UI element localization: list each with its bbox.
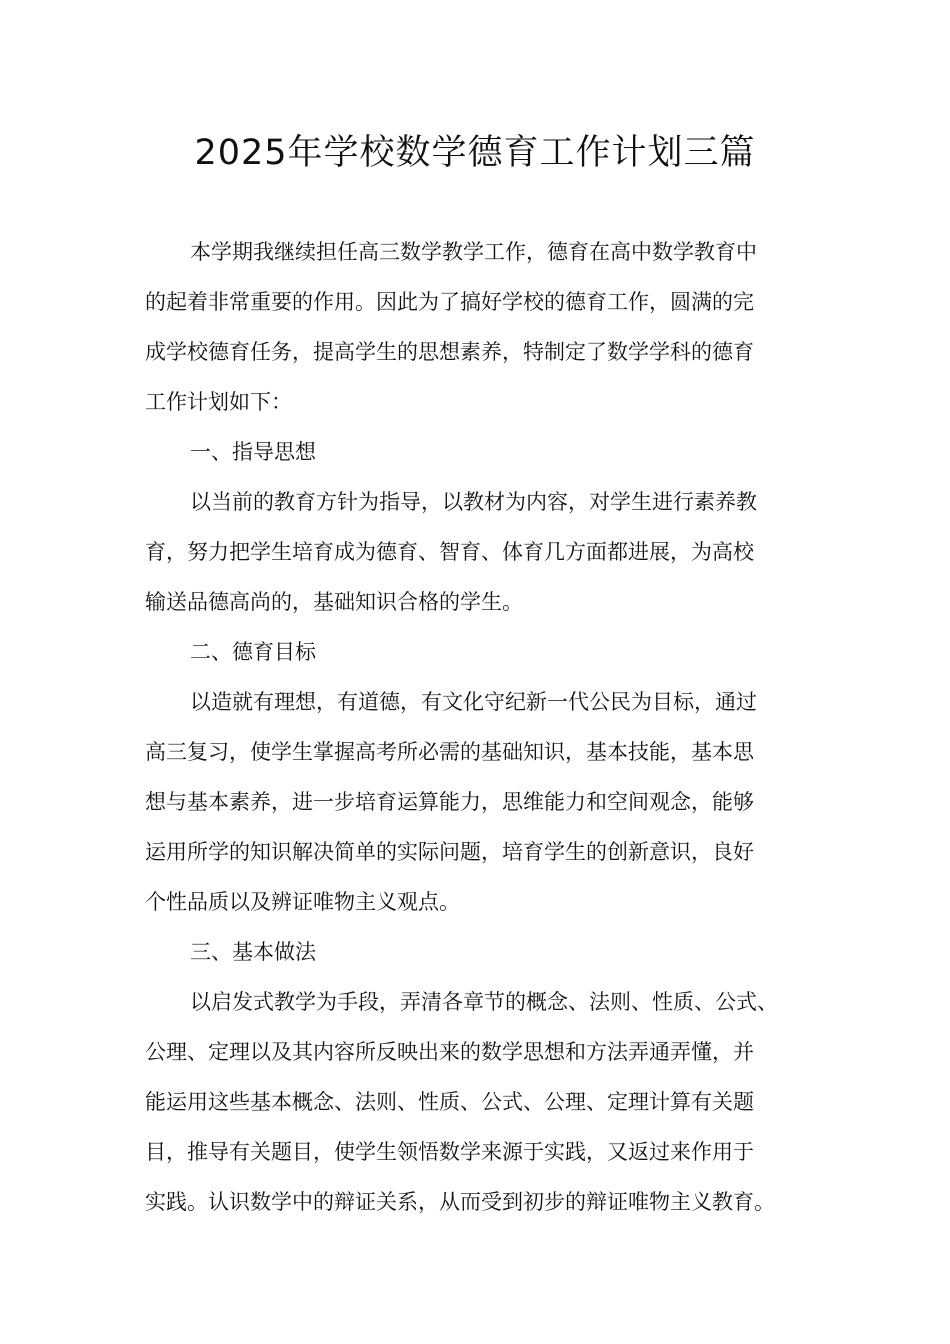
paragraph-line: 输送品德高尚的，基础知识合格的学生。 <box>145 590 523 614</box>
paragraph-line: 目，推导有关题目，使学生领悟数学来源于实践，又返过来作用于 <box>145 1140 754 1164</box>
paragraph-line: 想与基本素养，进一步培育运算能力，思维能力和空间观念，能够 <box>145 790 754 814</box>
paragraph-line: 育，努力把学生培育成为德育、智育、体育几方面都进展，为高校 <box>145 540 754 564</box>
section-heading: 三、基本做法 <box>190 940 316 964</box>
paragraph-line: 成学校德育任务，提高学生的思想素养，特制定了数学学科的德育 <box>145 340 754 364</box>
section-heading: 二、德育目标 <box>190 640 316 664</box>
paragraph-line: 个性品质以及辨证唯物主义观点。 <box>145 890 460 914</box>
paragraph-line: 运用所学的知识解决简单的实际问题，培育学生的创新意识，良好 <box>145 840 754 864</box>
paragraph-line: 以当前的教育方针为指导，以教材为内容，对学生进行素养教 <box>190 490 757 514</box>
paragraph-line: 的起着非常重要的作用。因此为了搞好学校的德育工作，圆满的完 <box>145 290 754 314</box>
paragraph-line: 以造就有理想，有道德，有文化守纪新一代公民为目标，通过 <box>190 690 757 714</box>
paragraph-line: 本学期我继续担任高三数学教学工作，德育在高中数学教育中 <box>190 240 757 264</box>
paragraph-line: 高三复习，使学生掌握高考所必需的基础知识，基本技能，基本思 <box>145 740 754 764</box>
paragraph-line: 公理、定理以及其内容所反映出来的数学思想和方法弄通弄懂，并 <box>145 1040 754 1064</box>
document-body <box>145 227 805 1227</box>
paragraph-line: 实践。认识数学中的辩证关系，从而受到初步的辩证唯物主义教育。 <box>145 1190 775 1214</box>
paragraph-line: 工作计划如下： <box>145 390 292 414</box>
document-title: 2025年学校数学德育工作计划三篇 <box>194 133 756 173</box>
section-heading: 一、指导思想 <box>190 440 316 464</box>
paragraph-line: 以启发式教学为手段，弄清各章节的概念、法则、性质、公式、 <box>190 990 778 1014</box>
paragraph-line: 能运用这些基本概念、法则、性质、公式、公理、定理计算有关题 <box>145 1090 754 1114</box>
